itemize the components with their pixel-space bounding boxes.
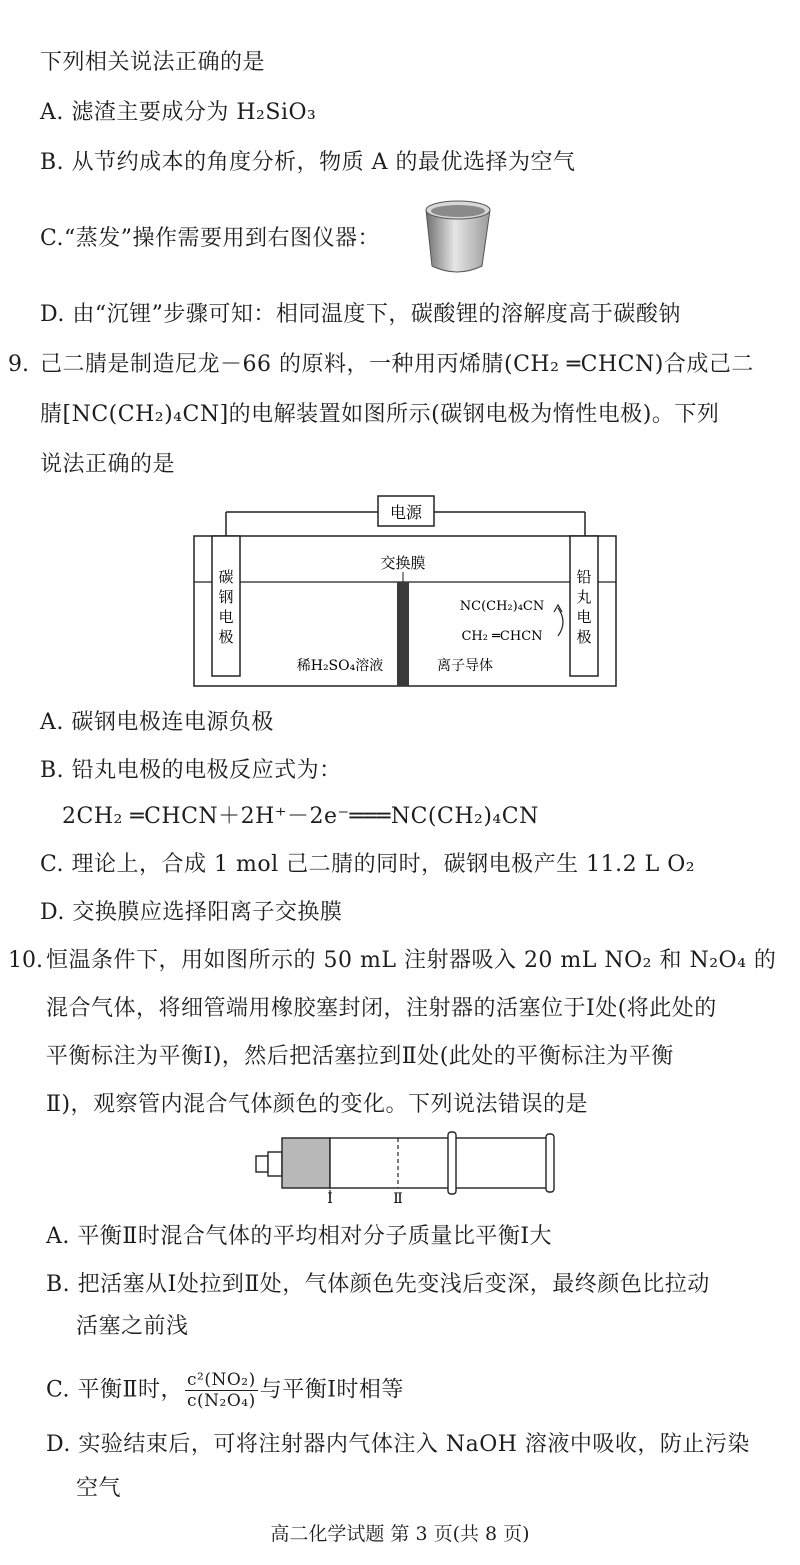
exchange-membrane xyxy=(397,582,409,686)
q9-option-b: B. 铅丸电极的电极反应式为： xyxy=(40,758,342,783)
page-footer: 高二化学试题 第 3 页(共 8 页) xyxy=(270,1523,530,1545)
right-electrode-char: 丸 xyxy=(576,588,592,606)
q10-stem-line: 平衡标注为平衡Ⅰ)，然后把活塞拉到Ⅱ处(此处的平衡标注为平衡 xyxy=(46,1044,674,1069)
power-source-label: 电源 xyxy=(389,503,423,522)
q10-option-c-suffix: 与平衡Ⅰ时相等 xyxy=(259,1377,404,1403)
q10-stem-line: 混合气体，将细管端用橡胶塞封闭，注射器的活塞位于Ⅰ处(将此处的 xyxy=(46,996,717,1021)
right-medium-label: 离子导体 xyxy=(437,658,493,674)
right-electrode-char: 极 xyxy=(576,628,592,646)
q10-option-b-cont: 活塞之前浅 xyxy=(76,1314,189,1339)
q9-stem-line: 说法正确的是 xyxy=(40,452,176,477)
q10-stem-line: 恒温条件下，用如图所示的 50 mL 注射器吸入 20 mL NO₂ 和 N₂O₄ 的 xyxy=(46,948,777,973)
mark-ii: Ⅱ xyxy=(393,1191,403,1207)
q10-option-d-cont: 空气 xyxy=(76,1476,122,1501)
q8-stem: 下列相关说法正确的是 xyxy=(40,50,266,75)
q8-option-a: A. 滤渣主要成分为 H₂SiO₃ xyxy=(40,100,317,125)
q8-option-c: C.“蒸发”操作需要用到右图仪器： xyxy=(40,226,381,251)
syringe-diagram xyxy=(250,1130,570,1210)
membrane-label: 交换膜 xyxy=(380,554,426,572)
q10-option-c xyxy=(46,1370,404,1411)
q10-number: 10. xyxy=(8,948,43,973)
q9-stem-line: 己二腈是制造尼龙－66 的原料，一种用丙烯腈(CH₂ ═CHCN)合成己二 xyxy=(40,352,754,377)
q10-option-d: D. 实验结束后，可将注射器内气体注入 NaOH 溶液中吸收，防止污染 xyxy=(46,1432,750,1457)
barrel-middle xyxy=(330,1138,450,1188)
right-electrode-char: 电 xyxy=(576,608,592,626)
q10-option-c-prefix: C. 平衡Ⅱ时， xyxy=(46,1377,183,1403)
fraction-denominator: c(N₂O₄) xyxy=(187,1391,256,1411)
right-electrode-char: 铅 xyxy=(576,568,592,586)
left-electrode-char: 碳 xyxy=(218,568,234,586)
ratio-fraction xyxy=(185,1370,258,1411)
reactant-label: CH₂ ═CHCN xyxy=(461,629,543,644)
crucible-image xyxy=(412,188,502,280)
q8-option-d: D. 由“沉锂”步骤可知：相同温度下，碳酸锂的溶解度高于碳酸钠 xyxy=(40,302,681,327)
lead-shot-electrode xyxy=(570,536,598,676)
q10-option-b: B. 把活塞从Ⅰ处拉到Ⅱ处，气体颜色先变浅后变深，最终颜色比拉动 xyxy=(46,1272,710,1297)
rubber-stopper xyxy=(256,1156,268,1172)
gas-region xyxy=(282,1138,330,1188)
q9-option-b-equation: 2CH₂ ═CHCN＋2H⁺－2e⁻═══NC(CH₂)₄CN xyxy=(62,804,539,829)
q10-stem-line: Ⅱ)，观察管内混合气体颜色的变化。下列说法错误的是 xyxy=(46,1092,589,1117)
q10-option-a: A. 平衡Ⅱ时混合气体的平均相对分子质量比平衡Ⅰ大 xyxy=(46,1224,553,1249)
q9-option-c: C. 理论上，合成 1 mol 己二腈的同时，碳钢电极产生 11.2 L O₂ xyxy=(40,852,696,877)
left-solution-label: 稀H₂SO₄溶液 xyxy=(296,658,384,674)
reaction-arrow xyxy=(558,608,563,636)
plunger-handle xyxy=(546,1134,554,1192)
q9-option-d: D. 交换膜应选择阳离子交换膜 xyxy=(40,900,343,925)
mark-i: Ⅰ xyxy=(327,1191,333,1207)
left-electrode-char: 极 xyxy=(218,628,234,646)
q9-option-a: A. 碳钢电极连电源负极 xyxy=(40,710,274,735)
left-electrode-char: 钢 xyxy=(218,588,234,606)
left-electrode-char: 电 xyxy=(218,608,234,626)
product-label: NC(CH₂)₄CN xyxy=(459,599,545,614)
syringe-tip xyxy=(268,1152,282,1176)
fraction-numerator: c²(NO₂) xyxy=(187,1370,256,1390)
q8-option-b: B. 从节约成本的角度分析，物质 A 的最优选择为空气 xyxy=(40,150,576,175)
barrel-flange xyxy=(448,1132,456,1194)
carbon-steel-electrode xyxy=(212,536,240,676)
q9-stem-line: 腈[NC(CH₂)₄CN]的电解装置如图所示(碳钢电极为惰性电极)。下列 xyxy=(40,402,720,427)
barrel-end xyxy=(450,1138,550,1188)
electrolysis-diagram xyxy=(190,490,620,695)
q9-number: 9. xyxy=(8,352,29,377)
